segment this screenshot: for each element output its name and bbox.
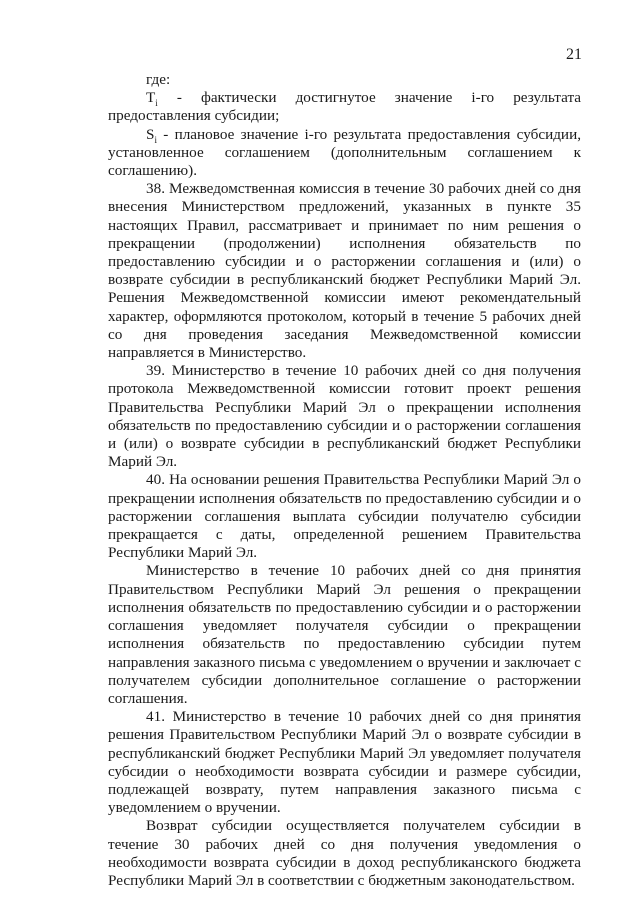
page-number: 21 bbox=[566, 46, 582, 63]
definition-si-text: - плановое значение i-го результата предоставления субсидии, установленное соглашением (дополнительным соглашением к соглашению). bbox=[108, 125, 581, 180]
paragraph-38: 38. Межведомственная комиссия в течение 30 рабочих дней со дня внесения Министерством предложений, указанных в пункте 35 настоящих Правил, рассматривает и принимает по ним решения о прекращении (продолжении) исполнения обязательств по предоставлению субсидии и о расторжении соглашения и (или) о возврате субсидии в республиканский бюджет Республики Марий Эл. Решения Межведомственной комиссии имеют рекомендательный характер, оформляются протоколом, который в течение 5 рабочих дней со дня проведения заседания Межведомственной комиссии направляется в Министерство. bbox=[108, 180, 581, 362]
paragraph-40: 40. На основании решения Правительства Республики Марий Эл о прекращении исполнения обязательств по предоставлению субсидии и о расторжении соглашения выплата субсидии получателю субсидии прекращается с даты, определенной решением Правительства Республики Марий Эл. bbox=[108, 471, 581, 562]
paragraph-41-continued: Возврат субсидии осуществляется получателем субсидии в течение 30 рабочих дней со дня получения уведомления о необходимости возврата субсидии в доход республиканского бюджета Республики Марий Эл в соответствии с бюджетным законодательством. bbox=[108, 817, 581, 889]
paragraph-41: 41. Министерство в течение 10 рабочих дней со дня принятия решения Правительством Республики Марий Эл о возврате субсидии в республиканский бюджет Республики Марий Эл уведомляет получателя субсидии о необходимости возврата субсидии и размере субсидии, подлежащей возврату, путем направления заказного письма с уведомлением о вручении. bbox=[108, 708, 581, 817]
paragraph-39: 39. Министерство в течение 10 рабочих дней со дня получения протокола Межведомственной комиссии готовит проект решения Правительства Республики Марий Эл о прекращении исполнения обязательств по предоставлению субсидии и о расторжении соглашения и (или) о возврате субсидии в республиканский бюджет Республики Марий Эл. bbox=[108, 362, 581, 471]
definition-si: $S_i$ - плановое значение i-го результата предоставления субсидии, установленное соглашением (дополнительным соглашением к соглашению). bbox=[108, 125, 581, 180]
definition-ti-text: - фактически достигнутое значение i-го результата предоставления субсидии; bbox=[108, 89, 582, 125]
where-label: где: bbox=[146, 71, 171, 88]
definition-ti: $T_i$ - фактически достигнутое значение i-го результата предоставления субсидии; bbox=[108, 89, 582, 125]
document-body bbox=[108, 71, 581, 890]
paragraph-40-continued: Министерство в течение 10 рабочих дней со дня принятия Правительством Республики Марий Эл решения о прекращении исполнения обязательств по предоставлению субсидии и о расторжении соглашения уведомляет получателя субсидии о прекращении исполнения обязательств по предоставлению субсидии путем направления заказного письма с уведомлением о вручении и заключает с получателем субсидии дополнительное соглашение о расторжении соглашения. bbox=[108, 562, 581, 707]
